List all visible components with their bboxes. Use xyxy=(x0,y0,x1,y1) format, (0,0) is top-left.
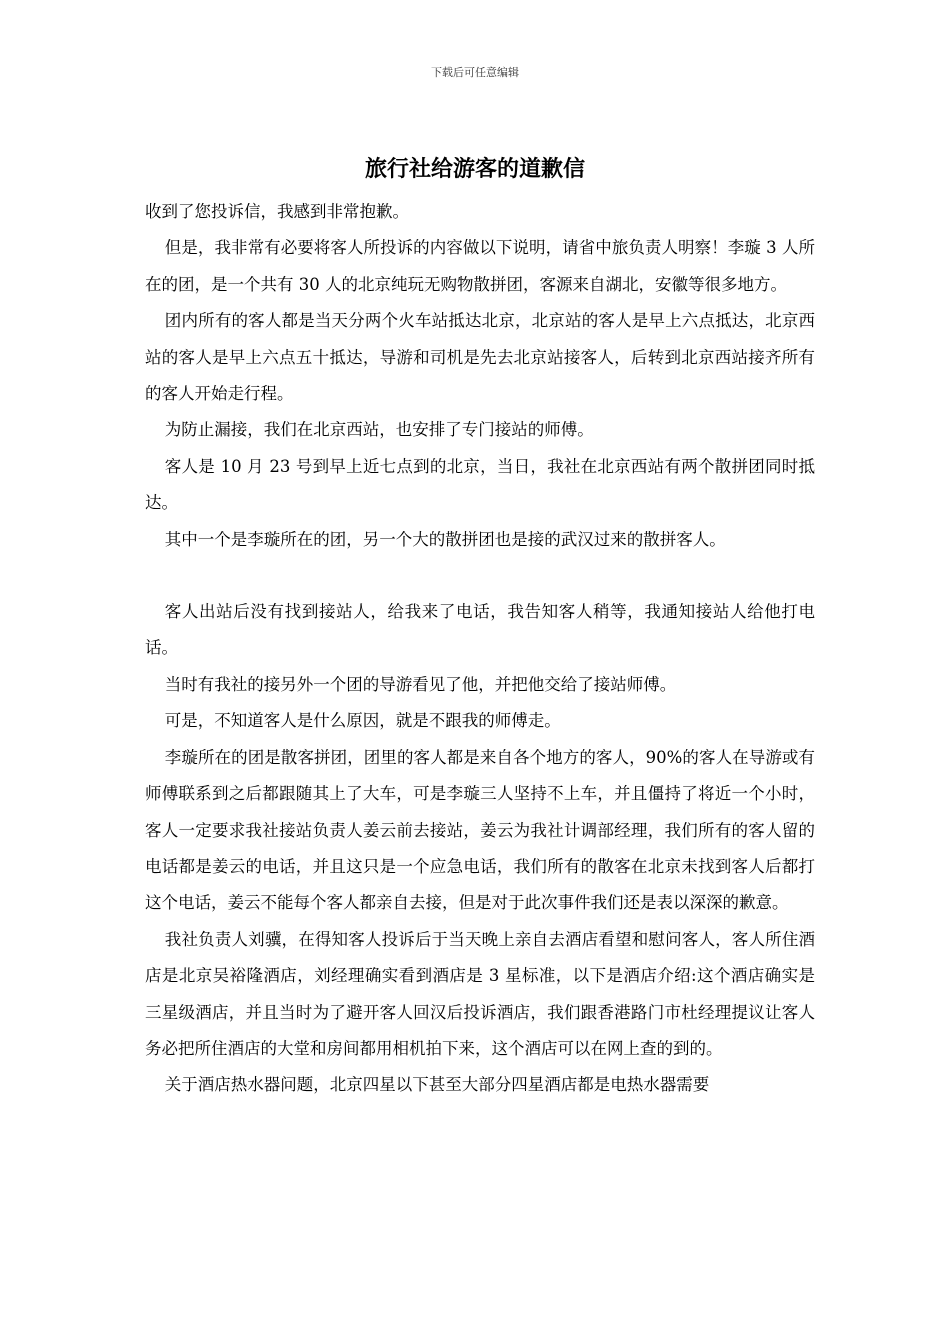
paragraph: 其中一个是李璇所在的团，另一个大的散拼团也是接的武汉过来的散拼客人。 xyxy=(164,529,726,549)
paragraph: 李璇所在的团是散客拼团，团里的客人都是来自各个地方的客人，90%的客人在导游或有师傅联系到之后都跟随其上了大车，可是李璇三人坚持不上车，并且僵持了将近一个小时，客人一定要求我社接站负责人姜云前去接站，姜云为我社计调部经理，我们所有的客人留的电话都是姜云的电话，并且这只是一个应急电话，我们所有的散客在北京未找到客人后都打这个电话，姜云不能每个客人都亲自去接，但是对于此次事件我们还是表以深深的歉意。 xyxy=(145,747,815,913)
document-body xyxy=(145,194,815,1104)
paragraph: 但是，我非常有必要将客人所投诉的内容做以下说明，请省中旅负责人明察！李璇 3 人所在的团，是一个共有 30 人的北京纯玩无购物散拼团，客源来自湖北，安徽等很多地方。 xyxy=(145,238,815,294)
header-note: 下载后可任意编辑 xyxy=(431,66,519,79)
paragraph: 我社负责人刘骥，在得知客人投诉后于当天晚上亲自去酒店看望和慰问客人，客人所住酒店是北京吴裕隆酒店，刘经理确实看到酒店是 3 星标准，以下是酒店介绍:这个酒店确实是三星级酒店，并且当时为了避开客人回汉后投诉酒店，我们跟香港路门市杜经理提议让客人务必把所住酒店的大堂和房间都用相机拍下来，这个酒店可以在网上查的到的。 xyxy=(145,929,815,1058)
paragraph: 为防止漏接，我们在北京西站，也安排了专门接站的师傅。 xyxy=(164,420,594,440)
paragraph: 可是，不知道客人是什么原因，就是不跟我的师傅走。 xyxy=(164,711,561,731)
paragraph: 关于酒店热水器问题，北京四星以下甚至大部分四星酒店都是电热水器需要 xyxy=(164,1075,710,1095)
paragraph: 客人出站后没有找到接站人，给我来了电话，我告知客人稍等，我通知接站人给他打电话。 xyxy=(145,602,815,658)
paragraph: 收到了您投诉信，我感到非常抱歉。 xyxy=(145,202,409,221)
paragraph: 客人是 10 月 23 号到早上近七点到的北京，当日，我社在北京西站有两个散拼团同时抵达。 xyxy=(145,456,815,513)
paragraph: 当时有我社的接另外一个团的导游看见了他，并把他交给了接站师傅。 xyxy=(164,674,677,694)
document-title: 旅行社给游客的道歉信 xyxy=(364,156,585,182)
paragraph: 团内所有的客人都是当天分两个火车站抵达北京，北京站的客人是早上六点抵达，北京西站的客人是早上六点五十抵达，导游和司机是先去北京站接客人，后转到北京西站接齐所有的客人开始走行程。 xyxy=(145,311,815,404)
